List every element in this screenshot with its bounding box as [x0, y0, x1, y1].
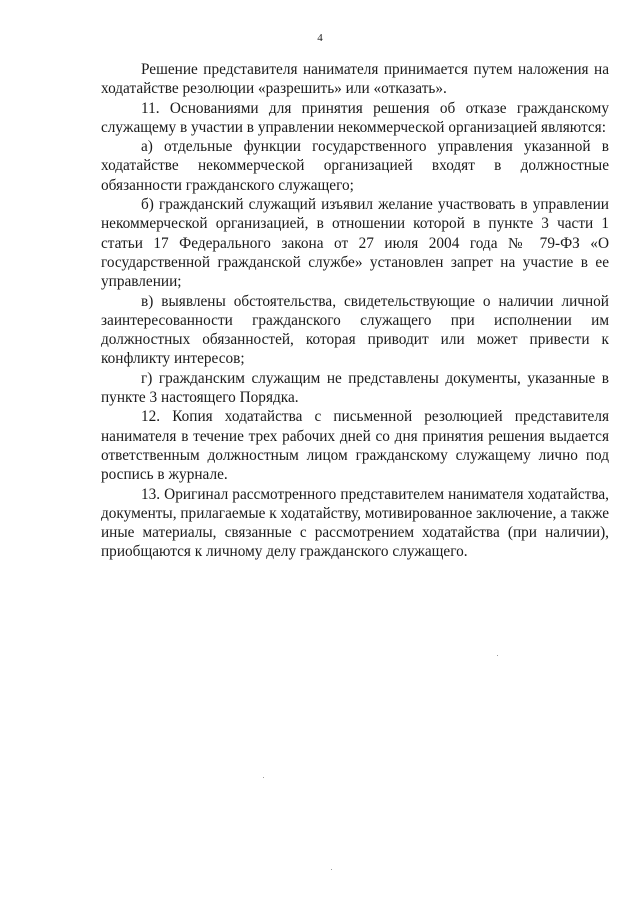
paragraph-11-item-v: в) выявлены обстоятельства, свидетельствующие о наличии личной заинтересованности гражданского служащего при исполнении им должностных обязанностей, которая приводит или может привести к конфликту интересов; — [101, 292, 609, 368]
page-number: 4 — [317, 32, 323, 44]
scan-speck — [331, 869, 332, 870]
paragraph-11-item-a: а) отдельные функции государственного управления указанной в ходатайстве некоммерческой организацией входят в должностные обязанности гражданского служащего; — [101, 138, 609, 194]
paragraph-13-original: 13. Оригинал рассмотренного представителем нанимателя ходатайства, документы, прилагаемые к ходатайству, мотивированное заключение, а также иные материалы, связанные с рассмотрением ходатайства (при наличии), приобщаются к личному делу гражданского служащего. — [101, 485, 609, 561]
scan-speck — [263, 777, 264, 778]
paragraph-11-item-b: б) гражданский служащий изъявил желание участвовать в управлении некоммерческой организацией, в отношении которой в пункте 3 части 1 статьи 17 Федерального закона от 27 июля 2004 года № 79-ФЗ «О государственной гражданской службе» установлен запрет на участие в ее управлении; — [101, 196, 609, 291]
paragraph-11-item-g: г) гражданским служащим не представлены документы, указанные в пункте 3 настоящего Порядка. — [101, 369, 609, 407]
paragraph-12-copy: 12. Копия ходатайства с письменной резолюцией представителя нанимателя в течение трех рабочих дней со дня принятия решения выдается ответственным должностным лицом гражданскому служащему лично под роспись в журнале. — [101, 408, 609, 484]
paragraph-11-refusal-grounds: 11. Основаниями для принятия решения об отказе гражданскому служащему в участии в управлении некоммерческой организацией являются: — [101, 99, 609, 136]
scan-speck — [497, 655, 498, 656]
paragraph-resolution: Решение представителя нанимателя принимается путем наложения на ходатайстве резолюции «разрешить» или «отказать». — [101, 61, 609, 98]
document-body — [101, 60, 609, 562]
